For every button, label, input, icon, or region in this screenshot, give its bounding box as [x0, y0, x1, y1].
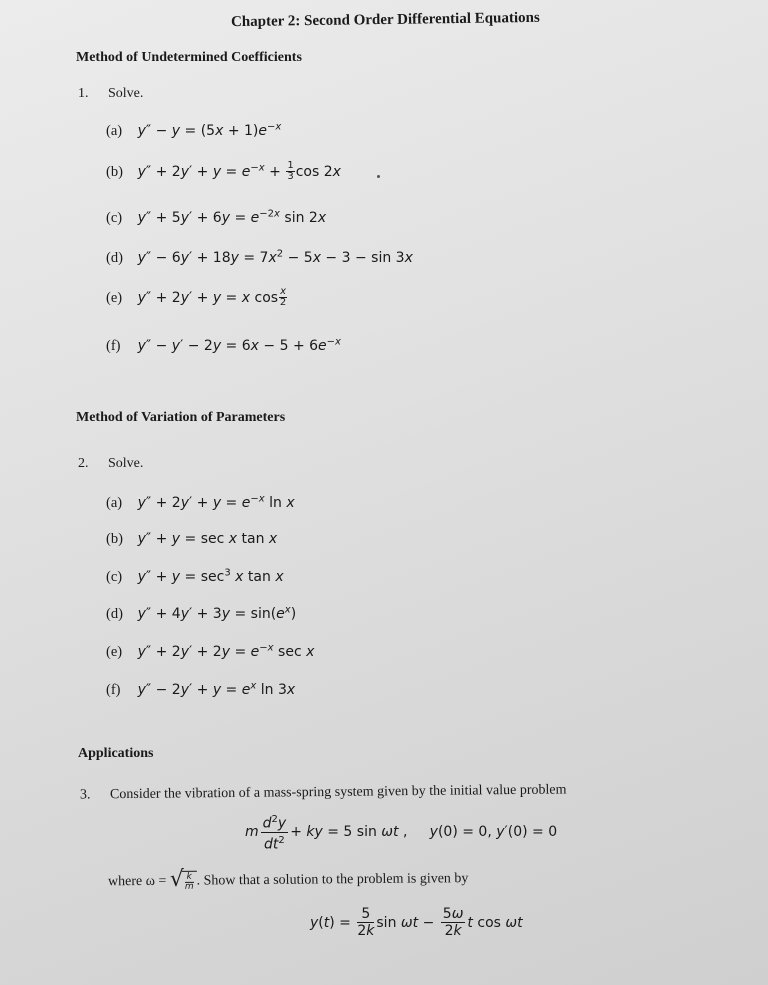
question-3-text: Consider the vibration of a mass-spring system given by the initial value problem — [109, 782, 567, 803]
problem-1f — [106, 336, 341, 355]
problem-2a — [106, 493, 295, 512]
problem-2e-equation: $y'' + 2y' + 2y = e^{-x}$ sec x — [137, 642, 315, 660]
problem-1e-label: (e) — [106, 289, 123, 306]
problem-2b — [106, 531, 277, 548]
question-2-text: Solve. — [108, 456, 144, 471]
problem-2b-equation: y″ + y = sec x tan x — [137, 531, 278, 547]
section-heading-variation-of-parameters: Method of Variation of Parameters — [76, 410, 286, 425]
problem-2c-label: (c) — [106, 568, 123, 585]
question-1 — [78, 86, 143, 102]
question-1-number: 1. — [78, 86, 89, 101]
problem-2f-equation: $y'' - 2y' + y = e^x$ ln 3x — [137, 680, 296, 698]
omega-sqrt: √ $\frac{k}{m}$ — [170, 871, 197, 892]
problem-2d — [106, 604, 296, 623]
problem-1a-equation: $y'' - y = (5x + 1)e^{-x}$ — [137, 121, 282, 139]
problem-1a — [106, 121, 281, 140]
problem-1e — [106, 287, 288, 308]
where-text: where ω = — [107, 873, 167, 890]
problem-1b-label: (b) — [106, 163, 123, 180]
problem-1c — [106, 208, 326, 227]
problem-1c-label: (c) — [106, 209, 123, 226]
section-heading-applications: Applications — [78, 746, 154, 761]
problem-2f — [106, 680, 295, 699]
problem-2a-equation: $y'' + 2y' + y = e^{-x}$ ln x — [137, 493, 295, 511]
problem-1f-equation: $y'' - y' - 2y = 6x - 5 + 6e^{-x}$ — [137, 336, 341, 354]
question-2 — [78, 456, 143, 472]
problem-2b-label: (b) — [106, 531, 123, 547]
problem-1f-label: (f) — [106, 337, 121, 354]
solution-equation: y(t) = $\frac{5}{2k}$ sin ωt − $\frac{5\omega}{2k}$ t cos ωt — [310, 906, 523, 939]
question-3 — [80, 782, 567, 803]
problem-1a-label: (a) — [106, 122, 123, 139]
problem-1b — [106, 161, 341, 182]
section-heading-undetermined-coefficients: Method of Undetermined Coefficients — [76, 50, 302, 65]
show-text: . Show that a solution to the problem is given by — [196, 871, 469, 889]
problem-1d — [106, 248, 413, 267]
question-1-text: Solve. — [108, 86, 144, 101]
problem-2c — [106, 567, 284, 586]
problem-1b-equation: $y'' + 2y' + y = e^{-x}$ + $\frac{1}{3}$ cos 2x — [137, 160, 341, 182]
ivp-equation: m $\frac{d^2y}{dt^2}$ + ky = 5 sin ωt , y(0) = 0, y′(0) = 0 — [245, 814, 558, 853]
problem-2d-label: (d) — [106, 605, 123, 622]
question-3-number: 3. — [79, 787, 91, 803]
problem-2c-equation: $y'' + y = \sec^3 x$ tan x — [137, 567, 284, 585]
problem-2d-equation: $y'' + 4y' + 3y = \sin(e^x)$ — [137, 604, 297, 622]
problem-1d-equation: $y'' - 6y' + 18y = 7x^2 - 5x - 3 - \sin 3x$ — [137, 248, 413, 266]
problem-2e — [106, 642, 314, 661]
question-2-number: 2. — [78, 456, 89, 471]
omega-definition — [108, 868, 469, 892]
problem-1d-label: (d) — [106, 249, 123, 266]
problem-1c-equation: $y'' + 5y' + 6y = e^{-2x}$ sin 2x — [137, 208, 327, 226]
speck-mark — [377, 175, 380, 178]
problem-2f-label: (f) — [106, 681, 121, 698]
problem-2e-label: (e) — [106, 643, 123, 660]
problem-2a-label: (a) — [106, 494, 123, 511]
problem-1e-equation: y″ + 2y′ + y = x cos $\frac{x}{2}$ — [137, 286, 287, 308]
chapter-title: Chapter 2: Second Order Differential Equations — [230, 9, 540, 31]
